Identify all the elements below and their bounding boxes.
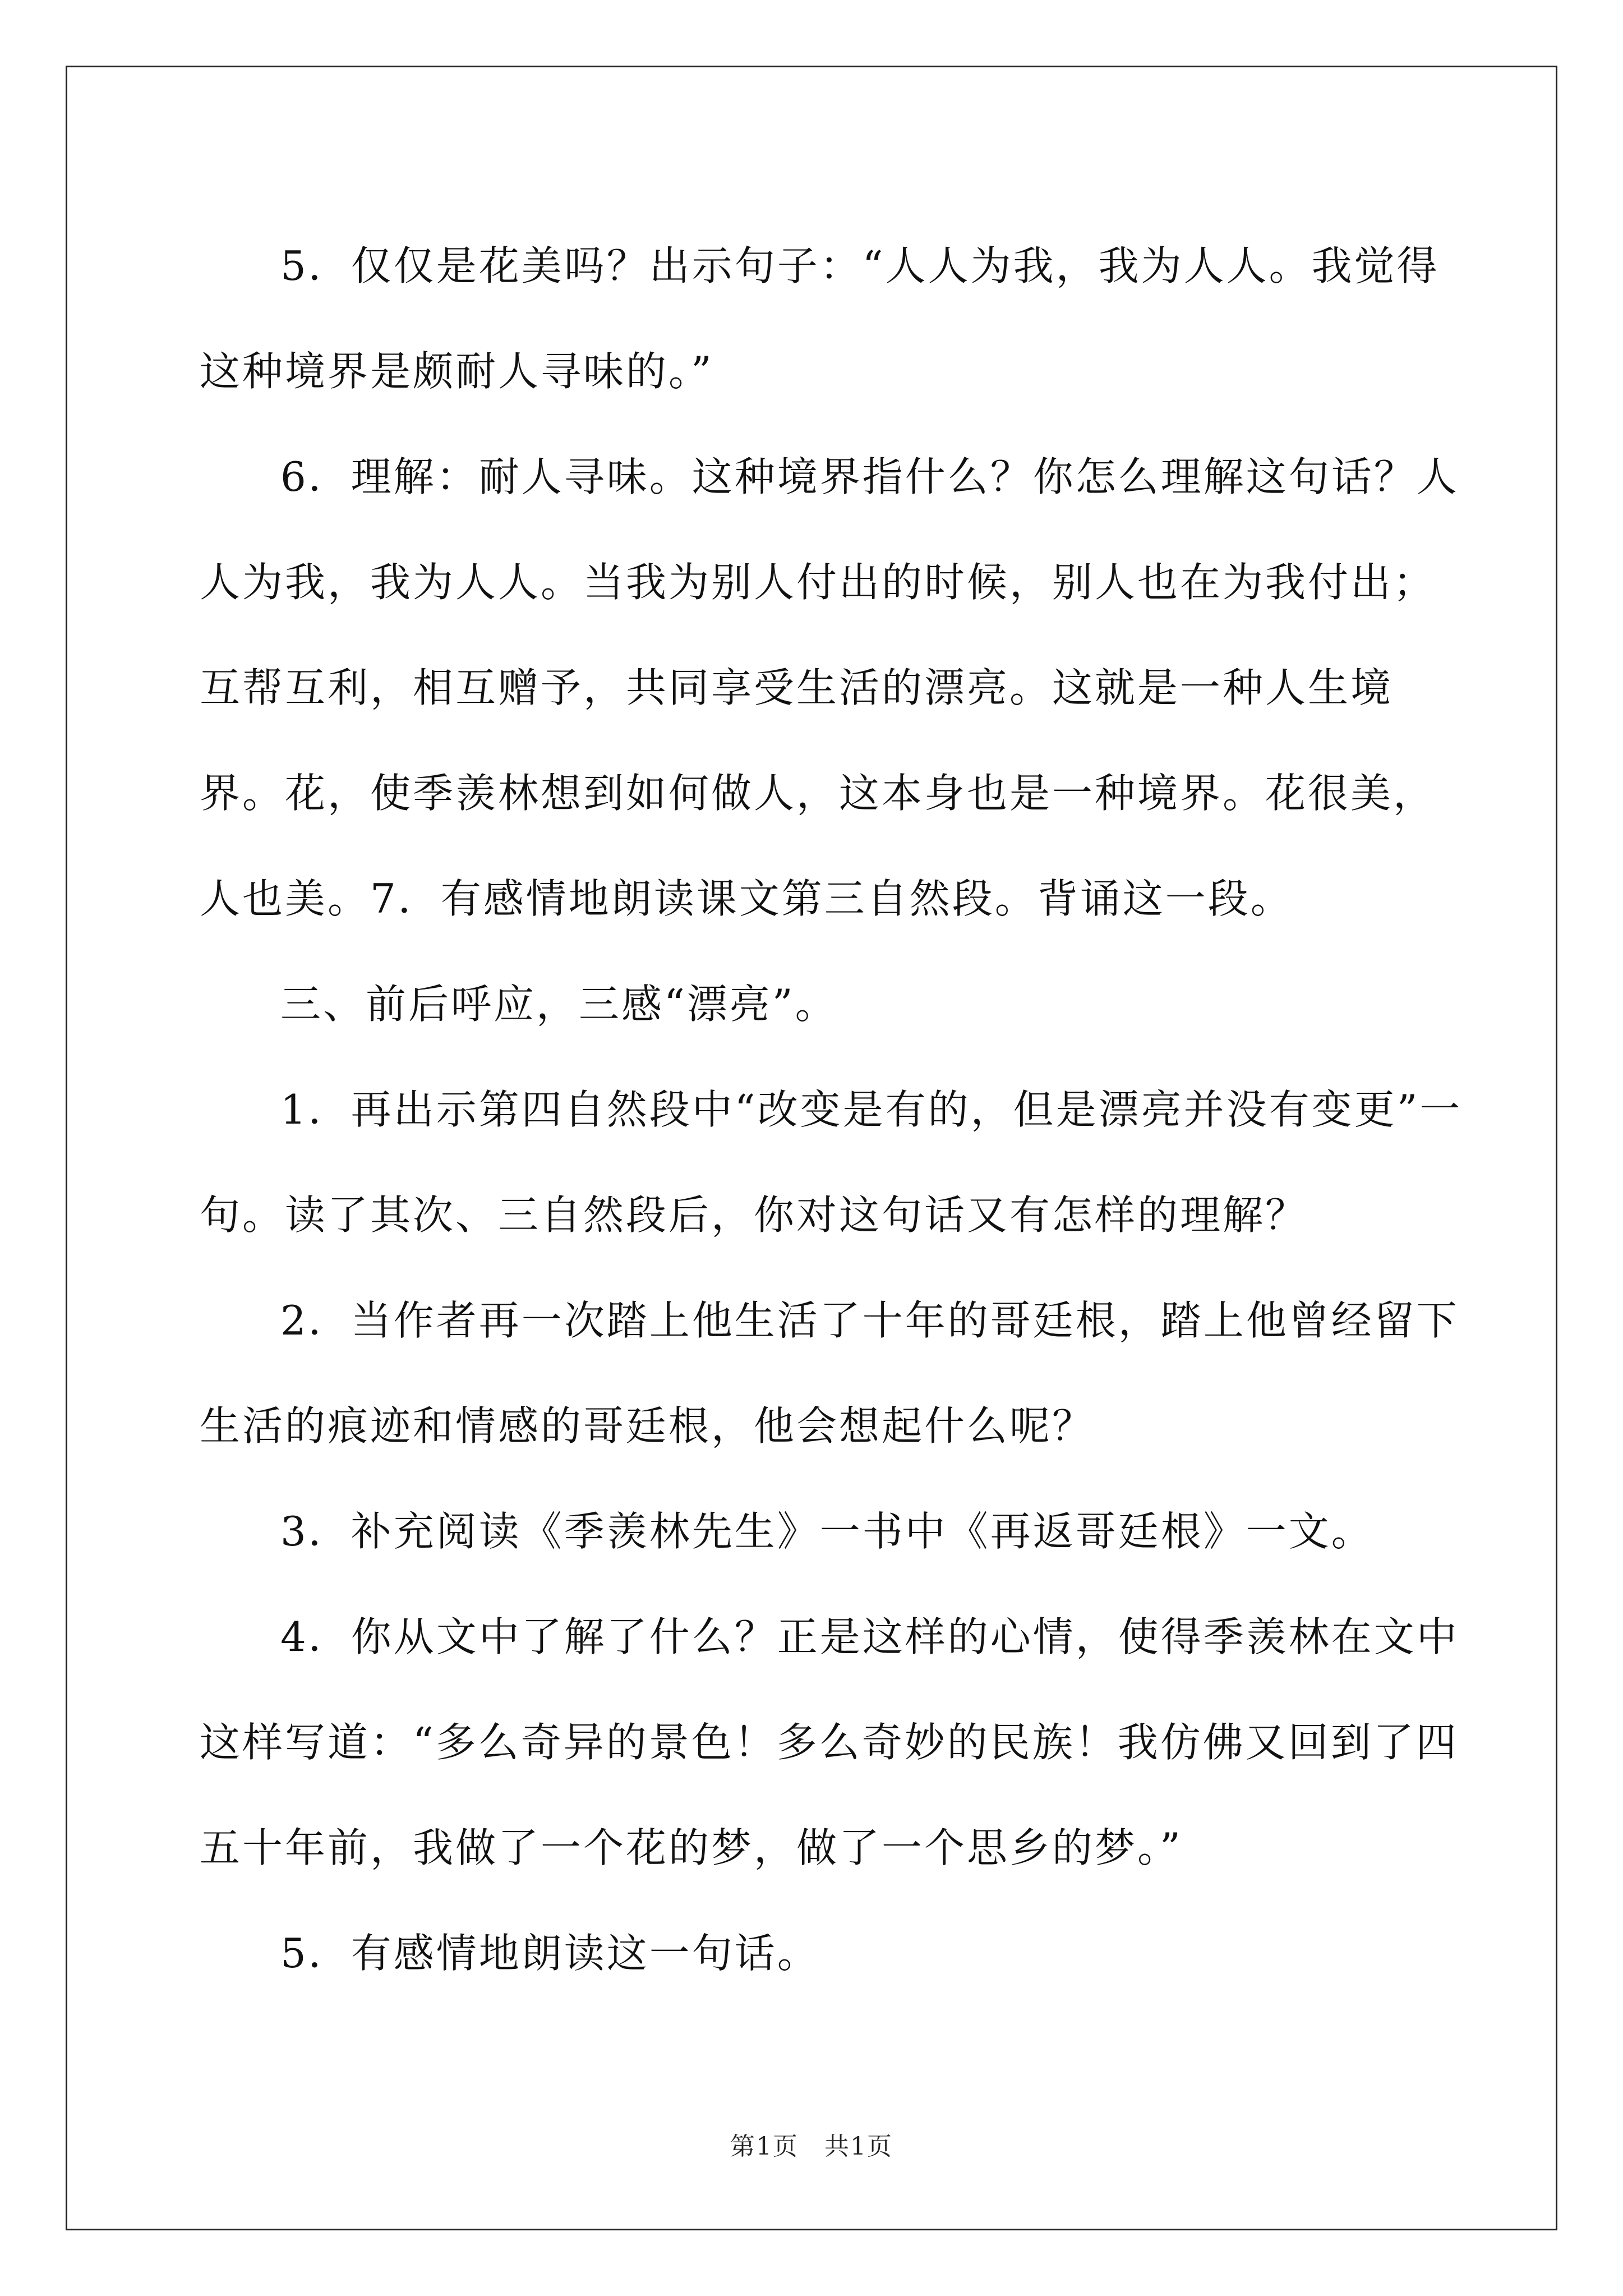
paragraph-7: 4．你从文中了解了什么？正是这样的心情，使得季羡林在文中这样写道：“多么奇异的景色！多么奇妙的民族！我仿佛又回到了四五十年前，我做了一个花的梦，做了一个思乡的梦。” xyxy=(200,1613,1459,1871)
paragraph-4: 1．再出示第四自然段中“改变是有的，但是漂亮并没有变更”一句。读了其次、三自然段后，你对这句话又有怎样的理解？ xyxy=(200,1086,1463,1239)
paragraph-6: 3．补充阅读《季羡林先生》一书中《再返哥廷根》一文。 xyxy=(280,1508,1374,1555)
paragraph-2: 6．理解：耐人寻味。这种境界指什么？你怎么理解这句话？人人为我，我为人人。当我为别人付出的时候，别人也在为我付出；互帮互利，相互赠予，共同享受生活的漂亮。这就是一种人生境界。花，使季羡林想到如何做人，这本身也是一种境界。花很美，人也美。7．有感情地朗读课文第三自然段。背诵这一段。 xyxy=(200,453,1459,922)
paragraph-1: 5．仅仅是花美吗？出示句子：“人人为我，我为人人。我觉得这种境界是颇耐人寻味的。” xyxy=(200,242,1440,395)
paragraph-8: 5．有感情地朗读这一句话。 xyxy=(280,1930,820,1977)
paragraph-3-section-heading: 三、前后呼应，三感“漂亮”。 xyxy=(280,981,838,1028)
page-footer: 第1页 共1页 xyxy=(730,2132,893,2161)
paragraph-5: 2．当作者再一次踏上他生活了十年的哥廷根，踏上他曾经留下生活的痕迹和情感的哥廷根，他会想起什么呢？ xyxy=(200,1297,1459,1450)
document-body xyxy=(200,213,1473,2006)
